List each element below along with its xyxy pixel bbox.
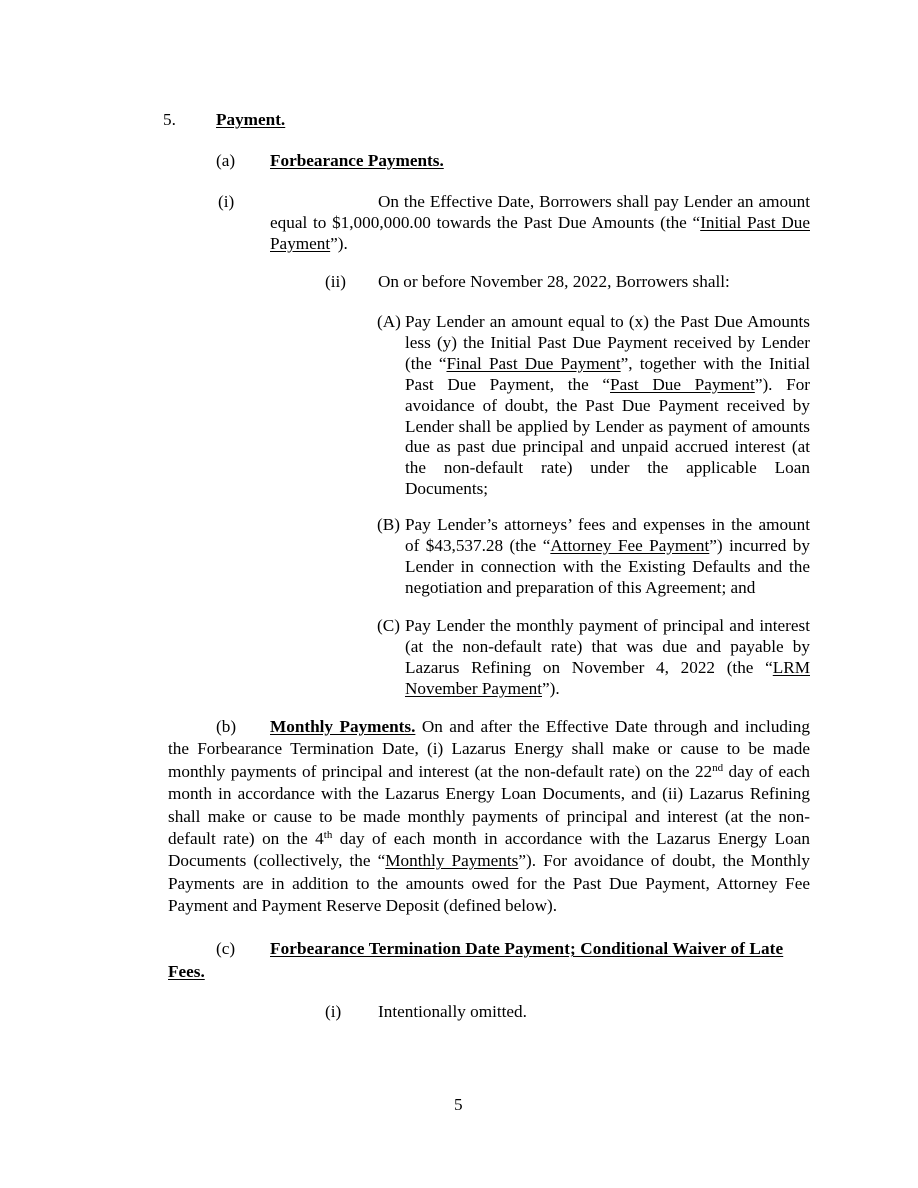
paragraph-a-i: (i) On the Effective Date, Borrowers shall pay Lender an amount equal to $1,000,000.00 towards the Past Due Amounts (the “Initial Past Due Payment”). <box>218 192 810 253</box>
item-c-i-label: (i) <box>325 1002 342 1021</box>
page-number: 5 <box>454 1095 463 1114</box>
section-title: Payment. <box>216 110 286 129</box>
subsection-c-heading-line2: Fees. <box>168 962 205 981</box>
paragraph-C: Pay Lender the monthly payment of principal and interest (at the non-default rate) that was due and payable by Lazarus Refining on November 4, 2022 (the “LRM November Payment”). <box>405 616 810 698</box>
defined-term-lrm-november-payment: LRM November Payment <box>405 657 810 698</box>
item-B-label: (B) <box>377 515 400 534</box>
item-a-ii-text: On or before November 28, 2022, Borrowers shall: <box>378 272 730 291</box>
section-number: 5. <box>163 110 176 129</box>
item-c-i-text: Intentionally omitted. <box>378 1002 527 1021</box>
defined-term-final-past-due-payment: Final Past Due Payment <box>446 353 621 373</box>
paragraph-A: Pay Lender an amount equal to (x) the Past Due Amounts less (y) the Initial Past Due Payment received by Lender (the “Final Past Due Payment”, together with the Initial Past Due Payment, the “Past Due Payment”). For avoidance of doubt, the Past Due Payment received by Lender shall be applied by Lender as payment of amounts due as past due principal and unpaid accrued interest (at the non-default rate) under the applicable Loan Documents; <box>405 312 811 499</box>
subsection-a-label: (a) <box>216 151 236 170</box>
item-C-label: (C) <box>377 616 400 635</box>
defined-term-past-due-payment: Past Due Payment <box>610 374 755 394</box>
defined-term-monthly-payments: Monthly Payments <box>385 851 519 871</box>
defined-term-initial-past-due-payment: Initial Past Due Payment <box>270 212 810 253</box>
item-A-label: (A) <box>377 312 401 331</box>
subsection-a-heading: Forbearance Payments. <box>270 151 444 170</box>
defined-term-attorney-fee-payment: Attorney Fee Payment <box>550 535 710 555</box>
subsection-b-label: (b) <box>216 717 237 736</box>
item-a-i-label: (i) <box>218 192 235 211</box>
paragraph-b: (b) Monthly Payments. On and after the Effective Date through and including the Forbearance Termination Date, (i) Lazarus Energy shall make or cause to be made monthly payments of principal and interest (at the non-default rate) on the 22nd day of each month in accordance with the Lazarus Energy Loan Documents, and (ii) Lazarus Refining shall make or cause to be made monthly payments of principal and interest (at the non-default rate) on the 4th day of each month in accordance with the Lazarus Energy Loan Documents (collectively, the “Monthly Payments”). For avoidance of doubt, the Monthly Payments are in addition to the amounts owed for the Past Due Payment, Attorney Fee Payment and Payment Reserve Deposit (defined below). <box>168 717 810 916</box>
paragraph-B: Pay Lender’s attorneys’ fees and expenses in the amount of $43,537.28 (the “Attorney Fee Payment”) incurred by Lender in connection with the Existing Defaults and the negotiation and preparation of this Agreement; and <box>405 515 810 597</box>
subsection-b-heading: Monthly Payments. <box>270 717 416 736</box>
subsection-c-label: (c) <box>216 939 236 958</box>
subsection-c-heading-line1: Forbearance Termination Date Payment; Conditional Waiver of Late <box>270 939 784 958</box>
item-a-ii-label: (ii) <box>325 272 346 291</box>
